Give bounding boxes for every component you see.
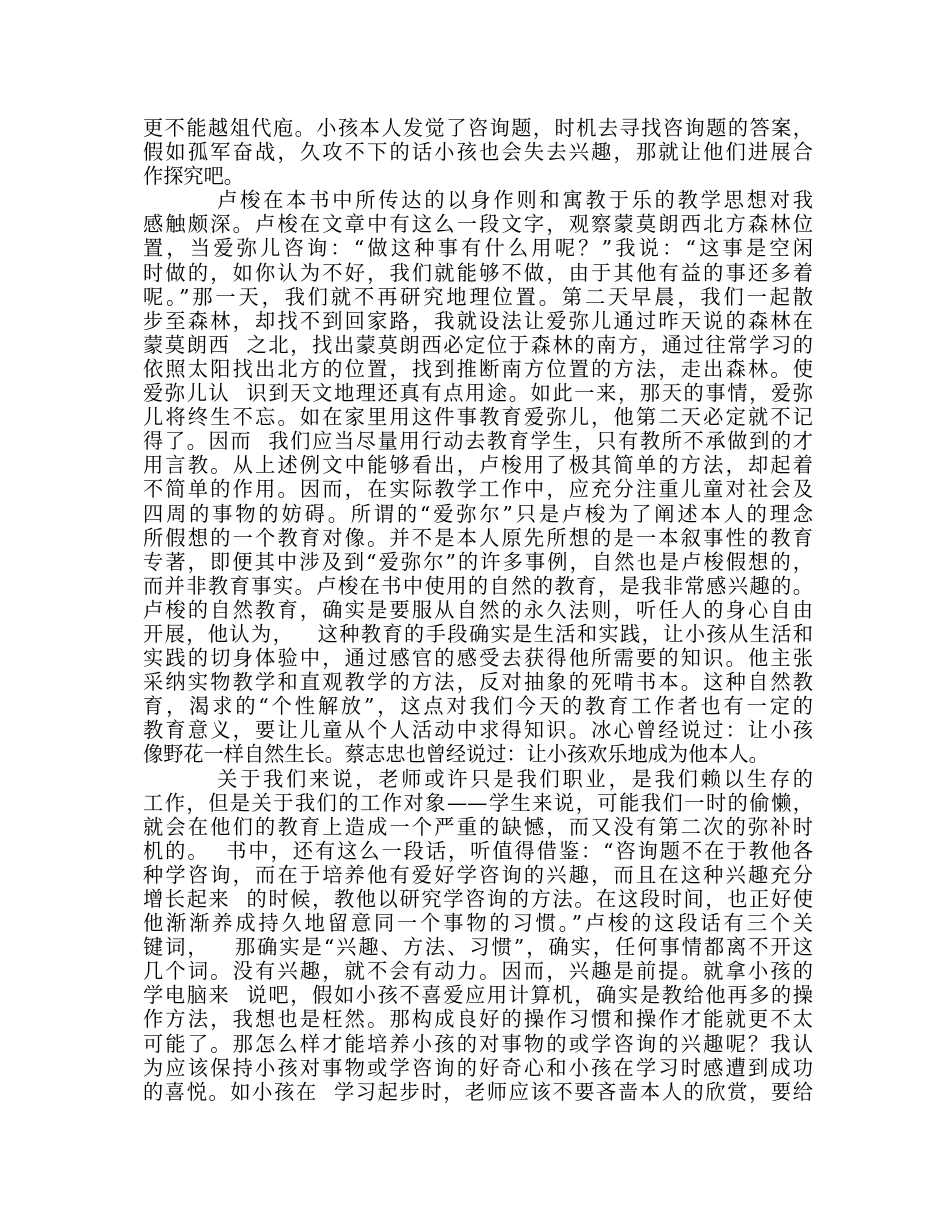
text-line: 四周的事物的妨碍。所谓的“爱弥尔”只是卢梭为了阐述本人的理念: [143, 501, 813, 526]
text-line: 采纳实物教学和直观教学的方法，反对抽象的死啃书本。这种自然教: [143, 670, 813, 695]
body-text: [143, 116, 813, 1104]
text-line: 更不能越俎代庖。小孩本人发觉了咨询题，时机去寻找咨询题的答案，: [143, 116, 813, 140]
text-line: 学电脑来 说吧，假如小孩不喜爱应用计算机，确实是教给他再多的操: [143, 983, 813, 1008]
text-line: 得了。因而 我们应当尽量用行动去教育学生，只有教所不承做到的才: [143, 429, 813, 454]
text-line: 呢。”那一天，我们就不再研究地理位置。第二天早晨，我们一起散: [143, 284, 813, 309]
text-line: 卢梭的自然教育，确实是要服从自然的永久法则，听任人的身心自由: [143, 597, 813, 622]
text-line: 时做的，如你认为不好，我们就能够不做，由于其他有益的事还多着: [143, 260, 813, 285]
text-line: 置，当爱弥儿咨询：“做这种事有什么用呢？”我说：“这事是空闲: [143, 236, 813, 261]
text-line: 卢梭在本书中所传达的以身作则和寓教于乐的教学思想对我: [143, 188, 813, 213]
text-line: 所假想的一个教育对像。并不是本人原先所想的是一本叙事性的教育: [143, 525, 813, 550]
text-line: 作探究吧。: [143, 164, 244, 189]
text-line: 教育意义，要让儿童从个人活动中求得知识。冰心曾经说过：让小孩: [143, 718, 813, 743]
text-line: 爱弥儿认 识到天文地理还真有点用途。如此一来，那天的事情，爱弥: [143, 381, 813, 406]
text-line: 依照太阳找出北方的位置，找到推断南方位置的方法，走出森林。使: [143, 356, 813, 381]
text-line: 增长起来 的时候，教他以研究学咨询的方法。在这段时间，也正好使: [143, 887, 813, 911]
text-line: 用言教。从上述例文中能够看出，卢梭用了极其简单的方法，却起着: [143, 453, 813, 478]
text-line: 种学咨询，而在于培养他有爱好学咨询的兴趣，而且在这种兴趣充分: [143, 862, 813, 887]
text-line: 感触颇深。卢梭在文章中有这么一段文字，观察蒙莫朗西北方森林位: [143, 212, 813, 237]
text-line: 关于我们来说，老师或许只是我们职业，是我们赖以生存的: [143, 766, 813, 791]
text-line: 可能了。那怎么样才能培养小孩的对事物的或学咨询的兴趣呢？我认: [143, 1031, 813, 1056]
text-line: 为应该保持小孩对事物或学咨询的好奇心和小孩在学习时感遭到成功: [143, 1055, 813, 1080]
text-line: 作方法，我想也是枉然。那构成良好的操作习惯和操作才能就更不太: [143, 1007, 813, 1032]
text-line: 育，渴求的“个性解放”，这点对我们今天的教育工作者也有一定的: [143, 694, 813, 719]
text-line: 不简单的作用。因而，在实际教学工作中，应充分注重儿童对社会及: [143, 477, 813, 502]
text-line: 的喜悦。如小孩在 学习起步时，老师应该不要吝啬本人的欣赏，要给: [143, 1079, 813, 1104]
text-line: 而并非教育事实。卢梭在书中使用的自然的教育，是我非常感兴趣的。: [143, 573, 813, 598]
text-line: 键词， 那确实是“兴趣、方法、习惯”，确实，任何事情都离不开这: [143, 935, 813, 960]
text-line: 就会在他们的教育上造成一个严重的缺憾，而又没有第二次的弥补时: [143, 814, 813, 839]
text-line: 蒙莫朗西 之北，找出蒙莫朗西必定位于森林的南方，通过往常学习的: [143, 332, 813, 357]
text-line: 开展，他认为， 这种教育的手段确实是生活和实践，让小孩从生活和: [143, 621, 813, 646]
text-line: 像野花一样自然生长。蔡志忠也曾经说过：让小孩欢乐地成为他本人。: [143, 742, 769, 767]
text-line: 几个词。没有兴趣，就不会有动力。因而，兴趣是前提。就拿小孩的: [143, 959, 813, 984]
text-line: 工作，但是关于我们的工作对象——学生来说，可能我们一时的偷懒，: [143, 790, 813, 815]
text-line: 实践的切身体验中，通过感官的感受去获得他所需要的知识。他主张: [143, 646, 813, 671]
text-line: 他渐渐养成持久地留意同一个事物的习惯。”卢梭的这段话有三个关: [143, 911, 813, 936]
text-line: 儿将终生不忘。如在家里用这件事教育爱弥儿，他第二天必定就不记: [143, 405, 813, 430]
text-line: 假如孤军奋战，久攻不下的话小孩也会失去兴趣，那就让他们进展合: [143, 140, 813, 165]
text-line: 专著，即便其中涉及到“爱弥尔”的许多事例，自然也是卢梭假想的，: [143, 549, 813, 574]
text-line: 机的。 书中，还有这么一段话，听值得借鉴：“咨询题不在于教他各: [143, 838, 813, 863]
text-line: 步至森林，却找不到回家路，我就设法让爱弥儿通过昨天说的森林在: [143, 308, 813, 333]
